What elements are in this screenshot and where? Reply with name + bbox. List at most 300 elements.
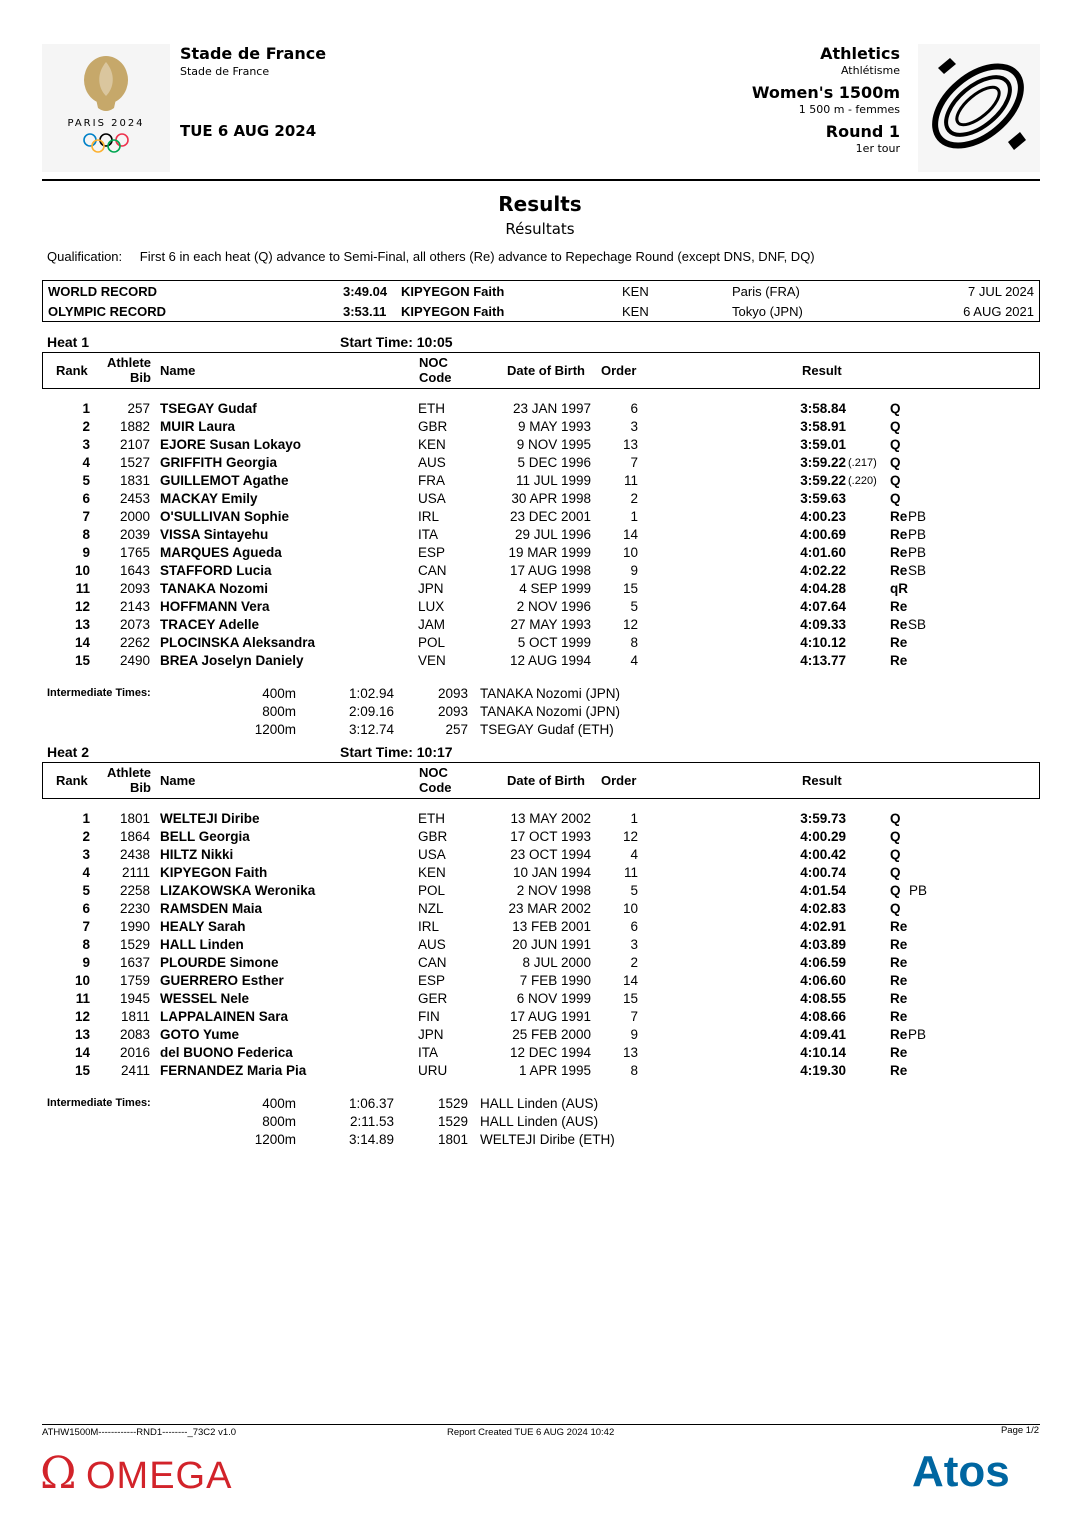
col-result: Result: [802, 363, 842, 378]
qualification-mark: Re: [890, 919, 908, 934]
record-time: 3:53.11: [343, 304, 387, 319]
athlete-name: STAFFORD Lucia: [160, 563, 272, 578]
noc-code: GBR: [418, 829, 448, 844]
col-bib-line1: Athlete: [106, 355, 151, 370]
intermediate-time-row: [0, 1132, 1080, 1150]
split-time: 1:06.37: [348, 1096, 394, 1111]
rank: 11: [75, 581, 90, 596]
intermediate-times-label: Intermediate Times:: [47, 687, 151, 699]
qualification-mark: Q: [890, 437, 901, 452]
split-distance: 800m: [262, 1114, 296, 1129]
start-order: 15: [622, 581, 638, 596]
start-order: 12: [622, 829, 638, 844]
rank: 13: [74, 1027, 90, 1042]
bib: 1801: [119, 811, 150, 826]
record-holder: KIPYEGON Faith: [401, 284, 505, 299]
paris-2024-emblem-icon: [42, 44, 170, 172]
result-time: 4:02.83: [800, 901, 846, 916]
event-name: Women's 1500m: [751, 83, 900, 102]
noc-code: USA: [418, 491, 446, 506]
bib: 1759: [119, 973, 150, 988]
split-time: 2:09.16: [348, 704, 394, 719]
rank: 8: [82, 527, 90, 542]
athlete-name: BREA Joselyn Daniely: [160, 653, 304, 668]
bib: 1990: [119, 919, 150, 934]
table-row: [0, 401, 1080, 419]
venue-name-fr: Stade de France: [180, 65, 270, 78]
venue-name: Stade de France: [180, 44, 327, 63]
date-of-birth: 12 DEC 1994: [509, 1045, 591, 1060]
tiebreak-time: (.220): [848, 475, 877, 487]
record-place: Paris (FRA): [732, 284, 800, 299]
split-leader: TSEGAY Gudaf (ETH): [480, 722, 614, 737]
date-of-birth: 9 NOV 1995: [516, 437, 591, 452]
noc-code: AUS: [418, 455, 446, 470]
intermediate-time-row: [0, 704, 1080, 722]
event-date: TUE 6 AUG 2024: [180, 122, 317, 140]
split-time: 3:14.89: [348, 1132, 394, 1147]
noc-code: IRL: [418, 509, 440, 524]
qualification-label: Qualification:: [47, 249, 123, 264]
date-of-birth: 29 JUL 1996: [514, 527, 591, 542]
table-row: [0, 901, 1080, 919]
qualification-mark: Re: [890, 973, 908, 988]
record-holder: KIPYEGON Faith: [401, 304, 505, 319]
noc-code: IRL: [418, 919, 440, 934]
record-note: PB: [908, 509, 927, 524]
date-of-birth: 5 DEC 1996: [517, 455, 591, 470]
noc-code: GBR: [418, 419, 448, 434]
intermediate-time-row: [0, 1114, 1080, 1132]
bib: 2258: [119, 883, 150, 898]
record-label: WORLD RECORD: [48, 284, 158, 299]
tiebreak-time: (.217): [848, 457, 877, 469]
rank: 8: [82, 937, 90, 952]
bib: 2411: [120, 1063, 150, 1078]
start-order: 2: [630, 491, 638, 506]
qualification-mark: Q: [890, 419, 901, 434]
start-order: 10: [622, 545, 638, 560]
split-time: 1:02.94: [348, 686, 394, 701]
result-time: 4:19.30: [800, 1063, 846, 1078]
discipline-block: [752, 44, 900, 155]
split-bib: 1801: [437, 1132, 468, 1147]
athlete-name: GUILLEMOT Agathe: [160, 473, 289, 488]
sport-name-fr: Athlétisme: [840, 64, 900, 77]
record-label: OLYMPIC RECORD: [48, 304, 166, 319]
table-row: [0, 419, 1080, 437]
olympic-record-row: [43, 301, 1039, 321]
rank: 2: [82, 419, 90, 434]
footer-divider: [42, 1424, 1040, 1425]
rank: 15: [74, 653, 90, 668]
round-name: Round 1: [825, 122, 900, 141]
rank: 12: [74, 599, 90, 614]
noc-code: POL: [418, 883, 446, 898]
qualification-mark: Re: [890, 1027, 908, 1042]
bib: 1831: [119, 473, 150, 488]
date-of-birth: 12 AUG 1994: [509, 653, 591, 668]
athlete-name: O'SULLIVAN Sophie: [160, 509, 289, 524]
date-of-birth: 11 JUL 1999: [515, 473, 591, 488]
intermediate-time-row: [0, 1096, 1080, 1114]
athlete-name: HOFFMANN Vera: [160, 599, 270, 614]
result-time: 3:59.63: [800, 491, 846, 506]
result-time: 4:00.69: [800, 527, 846, 542]
bib: 2093: [119, 581, 150, 596]
qualification-mark: Q: [890, 473, 901, 488]
bib: 2016: [119, 1045, 150, 1060]
rank: 1: [82, 401, 90, 416]
noc-code: USA: [418, 847, 446, 862]
table-row: [0, 937, 1080, 955]
athlete-name: FERNANDEZ Maria Pia: [160, 1063, 307, 1078]
col-name: Name: [160, 773, 196, 788]
table-row: [0, 581, 1080, 599]
table-row: [0, 527, 1080, 545]
result-time: 4:06.60: [800, 973, 846, 988]
table-row: [0, 1063, 1080, 1081]
qualification-mark: Re: [890, 1009, 908, 1024]
heat-start-time: Start Time: 10:17: [340, 744, 453, 760]
start-order: 7: [630, 455, 638, 470]
rank: 7: [82, 919, 90, 934]
records-box: [42, 280, 1040, 322]
rank: 10: [74, 973, 90, 988]
athlete-name: TANAKA Nozomi: [160, 581, 268, 596]
col-dob: Date of Birth: [507, 363, 585, 378]
athlete-name: VISSA Sintayehu: [160, 527, 269, 542]
noc-code: VEN: [418, 653, 446, 668]
table-row: [0, 653, 1080, 671]
noc-code: JPN: [418, 581, 444, 596]
start-order: 14: [622, 973, 638, 988]
qualification-mark: Q: [890, 901, 901, 916]
event-name-fr: 1 500 m - femmes: [798, 103, 900, 116]
athlete-name: MUIR Laura: [160, 419, 236, 434]
result-time: 4:00.42: [800, 847, 846, 862]
athlete-name: MARQUES Agueda: [160, 545, 282, 560]
rank: 9: [82, 955, 90, 970]
col-noc-line2: Code: [419, 780, 452, 795]
noc-code: NZL: [418, 901, 444, 916]
bib: 1527: [119, 455, 150, 470]
noc-code: ITA: [418, 1045, 438, 1060]
noc-code: JPN: [418, 1027, 444, 1042]
athlete-name: KIPYEGON Faith: [160, 865, 268, 880]
atos-wordmark: Atos: [912, 1447, 1010, 1496]
bib: 2438: [119, 847, 150, 862]
athlete-name: EJORE Susan Lokayo: [160, 437, 302, 452]
qualification-mark: Re: [890, 509, 908, 524]
record-time: 3:49.04: [343, 284, 388, 299]
record-note: PB: [908, 1027, 927, 1042]
qualification-mark: Q: [890, 829, 901, 844]
split-distance: 400m: [262, 1096, 296, 1111]
split-leader: TANAKA Nozomi (JPN): [480, 686, 621, 701]
split-bib: 1529: [437, 1114, 468, 1129]
split-leader: TANAKA Nozomi (JPN): [480, 704, 621, 719]
table-row: [0, 955, 1080, 973]
result-time: 4:10.14: [800, 1045, 846, 1060]
bib: 2143: [119, 599, 150, 614]
athletics-track-icon: [918, 44, 1040, 172]
date-of-birth: 30 APR 1998: [511, 491, 591, 506]
table-row: [0, 973, 1080, 991]
qualification-mark: Re: [890, 563, 908, 578]
result-time: 3:59.01: [800, 437, 846, 452]
start-order: 5: [630, 599, 638, 614]
start-order: 4: [630, 847, 638, 862]
intermediate-time-row: [0, 722, 1080, 740]
result-time: 4:07.64: [800, 599, 846, 614]
bib: 1643: [119, 563, 150, 578]
start-order: 13: [622, 437, 638, 452]
bib: 2111: [121, 865, 150, 880]
col-bib-line2: Bib: [130, 780, 151, 795]
world-record-row: [43, 281, 1039, 301]
qualification-mark: Re: [890, 991, 908, 1006]
record-note: PB: [909, 883, 928, 898]
split-leader: WELTEJI Diribe (ETH): [480, 1132, 615, 1147]
page-subtitle: Résultats: [505, 220, 575, 238]
noc-code: LUX: [418, 599, 445, 614]
qualification-mark: Q: [890, 491, 901, 506]
noc-code: KEN: [418, 865, 446, 880]
athlete-name: HALL Linden: [160, 937, 244, 952]
bib: 1945: [119, 991, 150, 1006]
result-time: 3:59.22: [800, 473, 846, 488]
qualification-mark: Re: [890, 527, 908, 542]
rank: 14: [74, 635, 90, 650]
rank: 15: [74, 1063, 90, 1078]
qualification-mark: Re: [890, 937, 908, 952]
result-time: 4:10.12: [800, 635, 846, 650]
start-order: 7: [630, 1009, 638, 1024]
split-time: 2:11.53: [349, 1114, 394, 1129]
noc-code: ESP: [418, 973, 446, 988]
athlete-name: PLOURDE Simone: [160, 955, 279, 970]
col-dob: Date of Birth: [507, 773, 585, 788]
table-row: [0, 1045, 1080, 1063]
page-number: Page 1/2: [1000, 1425, 1039, 1436]
qualification-mark: qR: [890, 581, 908, 596]
result-time: 4:00.23: [800, 509, 846, 524]
start-order: 9: [630, 563, 638, 578]
col-noc-line1: NOC: [419, 355, 448, 370]
date-of-birth: 2 NOV 1996: [516, 599, 591, 614]
table-row: [0, 811, 1080, 829]
date-of-birth: 25 FEB 2000: [512, 1027, 591, 1042]
date-of-birth: 23 DEC 2001: [509, 509, 591, 524]
start-order: 3: [630, 419, 638, 434]
rank: 5: [82, 473, 90, 488]
rank: 1: [82, 811, 90, 826]
split-bib: 2093: [437, 686, 468, 701]
col-bib-line1: Athlete: [106, 765, 151, 780]
qualification-mark: Re: [890, 635, 908, 650]
qualification-mark: Q: [890, 883, 901, 898]
rank: 11: [75, 991, 90, 1006]
athlete-name: TSEGAY Gudaf: [160, 401, 257, 416]
rank: 4: [82, 455, 90, 470]
report-created: Report Created TUE 6 AUG 2024 10:42: [447, 1427, 615, 1438]
split-distance: 800m: [262, 704, 296, 719]
start-order: 6: [630, 401, 638, 416]
start-order: 8: [630, 1063, 638, 1078]
athlete-name: TRACEY Adelle: [160, 617, 260, 632]
table-row: [0, 599, 1080, 617]
noc-code: GER: [418, 991, 448, 1006]
athlete-name: RAMSDEN Maia: [160, 901, 263, 916]
athlete-name: MACKAY Emily: [160, 491, 258, 506]
split-leader: HALL Linden (AUS): [480, 1096, 599, 1111]
omega-logo-icon: [40, 1448, 280, 1496]
qualification-rule: [47, 249, 815, 264]
result-time: 4:00.29: [800, 829, 846, 844]
result-time: 4:03.89: [800, 937, 846, 952]
date-of-birth: 20 JUN 1991: [512, 937, 591, 952]
date-of-birth: 10 JAN 1994: [512, 865, 591, 880]
round-name-fr: 1er tour: [855, 142, 900, 155]
result-time: 4:02.22: [800, 563, 846, 578]
table-row: [0, 1027, 1080, 1045]
rank: 7: [82, 509, 90, 524]
table-row: [0, 847, 1080, 865]
start-order: 1: [630, 811, 638, 826]
table-row: [0, 865, 1080, 883]
result-time: 4:13.77: [800, 653, 846, 668]
date-of-birth: 5 OCT 1999: [517, 635, 591, 650]
rank: 10: [74, 563, 90, 578]
date-of-birth: 8 JUL 2000: [522, 955, 591, 970]
report-code: ATHW1500M------------RND1--------_73C2 v1.0: [42, 1427, 237, 1438]
noc-code: URU: [418, 1063, 448, 1078]
athlete-name: HILTZ Nikki: [160, 847, 234, 862]
athlete-name: GOTO Yume: [160, 1027, 240, 1042]
start-order: 13: [622, 1045, 638, 1060]
athlete-name: WELTEJI Diribe: [160, 811, 260, 826]
table-row: [0, 617, 1080, 635]
table-row: [0, 437, 1080, 455]
result-time: 4:08.66: [800, 1009, 846, 1024]
svg-text:Ω: Ω: [40, 1448, 77, 1496]
table-row: [0, 919, 1080, 937]
noc-code: POL: [418, 635, 446, 650]
date-of-birth: 23 OCT 1994: [510, 847, 591, 862]
noc-code: KEN: [418, 437, 446, 452]
rank: 3: [82, 847, 90, 862]
date-of-birth: 17 AUG 1991: [509, 1009, 591, 1024]
bib: 1882: [119, 419, 150, 434]
rank: 5: [82, 883, 90, 898]
result-time: 4:01.60: [800, 545, 846, 560]
start-order: 8: [630, 635, 638, 650]
intermediate-time-row: [0, 686, 1080, 704]
table-header: [42, 762, 1040, 799]
date-of-birth: 17 AUG 1998: [509, 563, 591, 578]
noc-code: AUS: [418, 937, 446, 952]
athlete-name: GUERRERO Esther: [160, 973, 284, 988]
result-time: 4:04.28: [800, 581, 846, 596]
noc-code: ITA: [418, 527, 438, 542]
date-of-birth: 6 NOV 1999: [516, 991, 591, 1006]
record-place: Tokyo (JPN): [732, 304, 803, 319]
record-date: 7 JUL 2024: [967, 284, 1034, 299]
table-row: [0, 473, 1080, 491]
athlete-name: HEALY Sarah: [160, 919, 246, 934]
bib: 1765: [119, 545, 150, 560]
date-of-birth: 27 MAY 1993: [510, 617, 591, 632]
date-of-birth: 2 NOV 1998: [516, 883, 591, 898]
bib: 1811: [120, 1009, 150, 1024]
date-of-birth: 19 MAR 1999: [508, 545, 591, 560]
atos-logo-icon: [912, 1446, 1042, 1496]
split-bib: 257: [445, 722, 468, 737]
omega-wordmark: OMEGA: [86, 1455, 233, 1496]
start-order: 10: [622, 901, 638, 916]
header-divider: [42, 179, 1040, 181]
bib: 257: [127, 401, 150, 416]
noc-code: FIN: [418, 1009, 440, 1024]
start-order: 14: [622, 527, 638, 542]
bib: 2453: [119, 491, 150, 506]
qualification-mark: Q: [890, 847, 901, 862]
athlete-name: del BUONO Federica: [160, 1045, 293, 1060]
qualification-text: First 6 in each heat (Q) advance to Semi-Final, all others (Re) advance to Repechage Round (except DNS, DNF, DQ): [139, 249, 815, 264]
start-order: 3: [630, 937, 638, 952]
result-time: 4:08.55: [800, 991, 846, 1006]
result-time: 3:58.91: [800, 419, 846, 434]
start-order: 9: [630, 1027, 638, 1042]
noc-code: ETH: [418, 401, 445, 416]
table-row: [0, 455, 1080, 473]
start-order: 15: [622, 991, 638, 1006]
result-time: 4:06.59: [800, 955, 846, 970]
record-note: PB: [908, 545, 927, 560]
record-note: SB: [908, 563, 927, 578]
date-of-birth: 17 OCT 1993: [510, 829, 591, 844]
rank: 12: [74, 1009, 90, 1024]
qualification-mark: Q: [890, 811, 901, 826]
table-row: [0, 563, 1080, 581]
qualification-mark: Re: [890, 617, 908, 632]
date-of-birth: 23 MAR 2002: [508, 901, 591, 916]
athlete-name: BELL Georgia: [160, 829, 250, 844]
result-time: 3:59.73: [800, 811, 846, 826]
heat-label: Heat 2: [47, 744, 90, 760]
date-of-birth: 23 JAN 1997: [512, 401, 591, 416]
result-time: 3:59.22: [800, 455, 846, 470]
noc-code: ETH: [418, 811, 445, 826]
col-bib-line2: Bib: [130, 370, 151, 385]
result-time: 4:02.91: [800, 919, 846, 934]
qualification-mark: Re: [890, 653, 908, 668]
bib: 2083: [119, 1027, 150, 1042]
col-order: Order: [601, 773, 637, 788]
heat-start-time: Start Time: 10:05: [340, 334, 453, 350]
qualification-mark: Re: [890, 955, 908, 970]
start-order: 6: [630, 919, 638, 934]
athlete-name: WESSEL Nele: [160, 991, 250, 1006]
rank: 3: [82, 437, 90, 452]
table-row: [0, 883, 1080, 901]
rank: 2: [82, 829, 90, 844]
atos-logo: [912, 1446, 1042, 1501]
paris-2024-logo: [42, 44, 170, 172]
date-of-birth: 1 APR 1995: [518, 1063, 591, 1078]
bib: 2107: [119, 437, 150, 452]
